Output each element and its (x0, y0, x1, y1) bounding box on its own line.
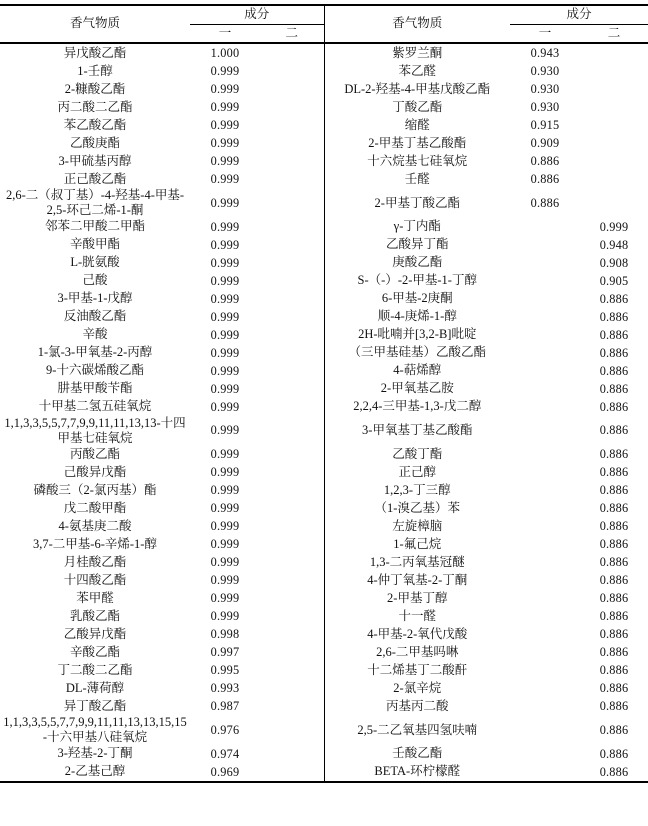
left-component-one-cell: 0.998 (210, 627, 240, 641)
left-component-one-cell: 1.000 (210, 46, 240, 60)
right-substance-cell: 十二烯基丁二酸酐 (324, 661, 510, 679)
left-substance-cell: 异戊酸乙酯 (63, 45, 127, 60)
table-row (0, 344, 648, 362)
right-component-two-cell: 0.886 (599, 764, 629, 779)
aroma-components-table (0, 4, 648, 783)
right-component-one-cell: 0.930 (530, 82, 560, 96)
table-row (0, 254, 648, 272)
left-component-one-cell: 0.999 (210, 327, 240, 342)
left-component-one-cell: 0.999 (210, 399, 240, 414)
left-component-one-cell: 0.999 (210, 136, 240, 150)
right-component-one-cell (510, 445, 580, 463)
right-component-one-cell: 0.930 (530, 64, 560, 78)
left-component-one-cell: 0.993 (210, 681, 240, 695)
left-substance-cell: 丙酸乙酯 (69, 446, 120, 461)
left-substance-cell: 乙酸庚酯 (69, 135, 120, 150)
right-component-one-cell (510, 571, 580, 589)
table-row (0, 290, 648, 308)
right-substance-cell: 2-甲基丁酸乙酯 (324, 188, 510, 218)
left-component-one-cell: 0.999 (210, 118, 240, 132)
right-component-two-cell: 0.886 (599, 609, 629, 623)
right-substance-cell: 1,3-二丙氧基冠醚 (324, 553, 510, 571)
left-substance-cell: 异丁酸乙酯 (63, 698, 127, 713)
left-substance-cell: 乙酸异戊酯 (63, 626, 127, 641)
right-component-two-cell: 0.886 (599, 663, 629, 677)
left-component-one-cell: 0.999 (210, 483, 240, 497)
left-component-two-cell (260, 679, 324, 697)
left-component-one-cell: 0.976 (210, 722, 240, 737)
right-substance-cell: 紫罗兰酮 (324, 43, 510, 62)
right-substance-cell: 2-氯辛烷 (324, 679, 510, 697)
right-component-one-cell (510, 679, 580, 697)
left-component-one-cell: 0.999 (210, 501, 240, 515)
left-component-two-cell (260, 98, 324, 116)
right-header-component: 成分 (510, 5, 648, 24)
table-row (0, 463, 648, 481)
right-component-one-cell (510, 625, 580, 643)
left-component-one-cell: 0.969 (210, 764, 240, 779)
table-row (0, 398, 648, 416)
left-component-two-cell (260, 272, 324, 290)
table-row (0, 362, 648, 380)
table-row (0, 553, 648, 571)
table-row (0, 416, 648, 446)
left-component-one-cell: 0.999 (210, 519, 240, 533)
left-substance-cell: 反油酸乙酯 (63, 309, 127, 324)
table-row (0, 697, 648, 715)
right-substance-cell: 左旋樟脑 (324, 517, 510, 535)
left-substance-cell: 1-氯-3-甲氧基-2-丙醇 (37, 345, 153, 360)
table-row (0, 661, 648, 679)
right-substance-cell: 十一醛 (324, 607, 510, 625)
right-substance-cell: 2-甲基丁醇 (324, 589, 510, 607)
right-component-two-cell: 0.886 (599, 423, 629, 438)
left-component-two-cell (260, 380, 324, 398)
right-component-two-cell: 0.886 (599, 399, 629, 414)
right-component-one-cell (510, 290, 580, 308)
table-row (0, 571, 648, 589)
left-header-component: 成分 (190, 5, 324, 24)
left-header-col-one: 一 (218, 25, 232, 40)
right-component-one-cell (510, 416, 580, 446)
left-component-one-cell: 0.999 (210, 591, 240, 605)
right-substance-cell: 顺-4-庚烯-1-醇 (324, 308, 510, 326)
left-component-two-cell (260, 715, 324, 745)
right-component-one-cell (510, 553, 580, 571)
right-component-one-cell (510, 715, 580, 745)
right-component-two-cell: 0.905 (599, 273, 629, 288)
right-component-one-cell: 0.886 (530, 195, 560, 210)
right-component-two-cell: 0.886 (599, 363, 629, 378)
right-component-two-cell (580, 43, 648, 62)
left-substance-cell: 苯甲醛 (76, 590, 114, 605)
right-component-two-cell: 0.886 (599, 291, 629, 306)
right-component-two-cell: 0.886 (599, 746, 629, 761)
left-substance-cell: 2,6-二（叔丁基）-4-羟基-4-甲基-2,5-环己二烯-1-酮 (5, 188, 185, 217)
table-row (0, 152, 648, 170)
left-component-two-cell (260, 625, 324, 643)
right-substance-cell: 2-甲氧基乙胺 (324, 380, 510, 398)
table-row (0, 308, 648, 326)
right-component-two-cell (580, 152, 648, 170)
left-component-one-cell: 0.999 (210, 154, 240, 168)
right-substance-cell: 3-甲氧基丁基乙酸酯 (324, 416, 510, 446)
table-row (0, 236, 648, 254)
right-component-two-cell: 0.886 (599, 699, 629, 713)
left-component-one-cell: 0.999 (210, 609, 240, 623)
right-substance-cell: （三甲基硅基）乙酸乙酯 (324, 344, 510, 362)
left-component-one-cell: 0.995 (210, 663, 240, 677)
left-substance-cell: 9-十六碳烯酸乙酯 (46, 363, 144, 378)
left-component-one-cell: 0.999 (210, 537, 240, 551)
right-component-one-cell (510, 362, 580, 380)
left-substance-cell: 磷酸三（2-氯丙基）酯 (33, 482, 157, 497)
right-component-one-cell (510, 763, 580, 782)
left-component-two-cell (260, 481, 324, 499)
right-header-col-two: 二 (607, 25, 621, 40)
left-component-two-cell (260, 445, 324, 463)
right-substance-cell: 丙基丙二酸 (324, 697, 510, 715)
left-component-two-cell (260, 80, 324, 98)
left-substance-cell: 正己酸乙酯 (63, 171, 127, 186)
right-component-two-cell (580, 62, 648, 80)
table-row (0, 43, 648, 62)
left-component-two-cell (260, 763, 324, 782)
right-component-one-cell (510, 254, 580, 272)
left-substance-cell: 十四酸乙酯 (63, 572, 127, 587)
table-row (0, 218, 648, 236)
right-component-two-cell: 0.886 (599, 591, 629, 605)
left-component-two-cell (260, 236, 324, 254)
right-substance-cell: 缩醛 (324, 116, 510, 134)
right-component-two-cell: 0.886 (599, 327, 629, 342)
table-row (0, 517, 648, 535)
table-row (0, 607, 648, 625)
table-row (0, 763, 648, 782)
table-row (0, 745, 648, 763)
right-component-two-cell (580, 80, 648, 98)
left-component-one-cell: 0.987 (210, 699, 240, 713)
left-substance-cell: DL-薄荷醇 (65, 680, 125, 695)
right-substance-cell: 丁酸乙酯 (324, 98, 510, 116)
left-component-one-cell: 0.999 (210, 573, 240, 587)
right-component-one-cell (510, 661, 580, 679)
left-substance-cell: 4-氨基庚二酸 (58, 518, 132, 533)
table-row (0, 625, 648, 643)
table-row (0, 380, 648, 398)
left-component-one-cell: 0.974 (210, 746, 240, 761)
right-substance-cell: 1,2,3-丁三醇 (324, 481, 510, 499)
table-row (0, 326, 648, 344)
right-substance-cell: BETA-环柠檬醛 (324, 763, 510, 782)
left-substance-cell: 辛酸 (82, 327, 108, 342)
right-component-two-cell: 0.886 (599, 627, 629, 641)
right-substance-cell: （1-溴乙基）苯 (324, 499, 510, 517)
left-substance-cell: 丁二酸二乙酯 (57, 662, 133, 677)
left-component-two-cell (260, 218, 324, 236)
right-component-one-cell (510, 745, 580, 763)
right-substance-cell: 2,5-二乙氧基四氢呋喃 (324, 715, 510, 745)
left-substance-cell: 十甲基二氢五硅氧烷 (38, 399, 152, 414)
left-component-two-cell (260, 571, 324, 589)
left-substance-cell: 3,7-二甲基-6-辛烯-1-醇 (33, 536, 157, 551)
left-component-one-cell: 0.999 (210, 195, 240, 210)
right-component-two-cell: 0.886 (599, 309, 629, 324)
right-component-one-cell: 0.886 (530, 154, 560, 168)
left-substance-cell: 苯乙酸乙酯 (63, 117, 127, 132)
table-row (0, 116, 648, 134)
left-component-one-cell: 0.999 (210, 345, 240, 360)
right-component-two-cell: 0.886 (599, 381, 629, 396)
left-component-one-cell: 0.999 (210, 381, 240, 396)
left-component-two-cell (260, 416, 324, 446)
right-component-one-cell (510, 589, 580, 607)
left-component-one-cell: 0.999 (210, 82, 240, 96)
left-substance-cell: 3-甲硫基丙醇 (58, 153, 132, 168)
table-body (0, 43, 648, 782)
right-substance-cell: 壬酸乙酯 (324, 745, 510, 763)
left-component-two-cell (260, 463, 324, 481)
right-component-one-cell: 0.930 (530, 100, 560, 114)
table-row (0, 715, 648, 745)
right-substance-cell: 乙酸丁酯 (324, 445, 510, 463)
table-row (0, 679, 648, 697)
left-substance-cell: 邻苯二甲酸二甲酯 (44, 219, 145, 234)
right-component-one-cell (510, 517, 580, 535)
right-substance-cell: 2,6-二甲基吗啉 (324, 643, 510, 661)
right-component-two-cell: 0.886 (599, 447, 629, 461)
right-component-two-cell: 0.886 (599, 722, 629, 737)
right-substance-cell: γ-丁内酯 (324, 218, 510, 236)
right-substance-cell: 十六烷基七硅氧烷 (324, 152, 510, 170)
right-component-one-cell (510, 499, 580, 517)
right-component-one-cell (510, 535, 580, 553)
left-component-two-cell (260, 643, 324, 661)
right-component-one-cell: 0.943 (530, 46, 560, 60)
right-component-one-cell (510, 398, 580, 416)
left-component-one-cell: 0.999 (210, 219, 240, 234)
right-component-one-cell (510, 380, 580, 398)
left-component-one-cell: 0.997 (210, 645, 240, 659)
right-substance-cell: 2-甲基丁基乙酸酯 (324, 134, 510, 152)
left-substance-cell: 乳酸乙酯 (69, 608, 120, 623)
right-component-one-cell: 0.915 (530, 118, 560, 132)
right-substance-cell: 庚酸乙酯 (324, 254, 510, 272)
left-component-one-cell: 0.999 (210, 237, 240, 252)
left-substance-cell: 丙二酸二乙酯 (57, 99, 133, 114)
left-component-two-cell (260, 398, 324, 416)
left-component-two-cell (260, 152, 324, 170)
left-component-one-cell: 0.999 (210, 172, 240, 186)
right-header-substance: 香气物质 (324, 5, 510, 43)
left-component-one-cell: 0.999 (210, 465, 240, 479)
right-component-two-cell: 0.886 (599, 645, 629, 659)
right-substance-cell: 4-甲基-2-氧代戊酸 (324, 625, 510, 643)
left-component-two-cell (260, 308, 324, 326)
right-component-one-cell (510, 481, 580, 499)
right-component-two-cell: 0.886 (599, 483, 629, 497)
table-row (0, 535, 648, 553)
right-substance-cell: DL-2-羟基-4-甲基戊酸乙酯 (324, 80, 510, 98)
right-component-one-cell (510, 463, 580, 481)
left-component-one-cell: 0.999 (210, 273, 240, 288)
left-component-two-cell (260, 535, 324, 553)
right-component-two-cell: 0.886 (599, 519, 629, 533)
left-component-two-cell (260, 607, 324, 625)
right-component-one-cell (510, 308, 580, 326)
left-component-two-cell (260, 344, 324, 362)
table-row (0, 643, 648, 661)
right-component-two-cell: 0.886 (599, 681, 629, 695)
right-component-one-cell (510, 607, 580, 625)
right-component-two-cell (580, 134, 648, 152)
right-component-two-cell: 0.948 (599, 237, 629, 252)
left-substance-cell: 己酸 (82, 273, 108, 288)
right-substance-cell: 乙酸异丁酯 (324, 236, 510, 254)
left-component-two-cell (260, 661, 324, 679)
left-substance-cell: L-胱氨酸 (70, 255, 120, 270)
left-component-one-cell: 0.999 (210, 555, 240, 569)
left-header-col-two: 二 (285, 25, 299, 40)
right-component-one-cell (510, 326, 580, 344)
right-component-two-cell: 0.886 (599, 501, 629, 515)
left-component-two-cell (260, 589, 324, 607)
left-component-two-cell (260, 517, 324, 535)
left-component-two-cell (260, 43, 324, 62)
left-substance-cell: 肼基甲酸苄酯 (57, 381, 133, 396)
left-component-one-cell: 0.999 (210, 100, 240, 114)
right-substance-cell: S-（-）-2-甲基-1-丁醇 (324, 272, 510, 290)
right-substance-cell: 壬醛 (324, 170, 510, 188)
right-component-one-cell (510, 218, 580, 236)
left-component-one-cell: 0.999 (210, 64, 240, 78)
left-component-one-cell: 0.999 (210, 291, 240, 306)
left-header-substance: 香气物质 (69, 16, 120, 31)
left-substance-cell: 3-羟基-2-丁酮 (57, 746, 133, 761)
right-substance-cell: 苯乙醛 (324, 62, 510, 80)
left-component-one-cell: 0.999 (210, 423, 240, 438)
table-row (0, 134, 648, 152)
left-substance-cell: 1,1,3,3,5,5,7,7,9,9,11,11,13,13-十四甲基七硅氧烷 (4, 415, 186, 445)
left-substance-cell: 1,1,3,3,5,5,7,7,9,9,11,11,13,13,15,15-十六甲基八硅氧烷 (3, 715, 187, 744)
table-row (0, 188, 648, 218)
right-component-two-cell: 0.886 (599, 345, 629, 360)
left-component-two-cell (260, 499, 324, 517)
left-component-two-cell (260, 134, 324, 152)
left-component-one-cell: 0.999 (210, 447, 240, 461)
right-component-two-cell (580, 188, 648, 218)
left-component-one-cell: 0.999 (210, 363, 240, 378)
table-row (0, 589, 648, 607)
left-substance-cell: 己酸异戊酯 (63, 464, 127, 479)
right-substance-cell: 6-甲基-2庚酮 (324, 290, 510, 308)
left-component-two-cell (260, 745, 324, 763)
table-header (0, 5, 648, 43)
right-substance-cell: 4-仲丁氧基-2-丁酮 (324, 571, 510, 589)
table-row (0, 445, 648, 463)
right-component-two-cell (580, 98, 648, 116)
left-component-two-cell (260, 290, 324, 308)
right-substance-cell: 2H-吡喃并[3,2-B]吡啶 (324, 326, 510, 344)
left-component-two-cell (260, 697, 324, 715)
right-substance-cell: 正己醇 (324, 463, 510, 481)
right-component-two-cell: 0.886 (599, 465, 629, 479)
left-component-two-cell (260, 326, 324, 344)
left-component-two-cell (260, 254, 324, 272)
right-component-two-cell: 0.886 (599, 537, 629, 551)
left-substance-cell: 2-乙基己醇 (64, 764, 126, 779)
left-component-two-cell (260, 62, 324, 80)
left-component-one-cell: 0.999 (210, 309, 240, 324)
left-substance-cell: 月桂酸乙酯 (63, 554, 127, 569)
right-component-one-cell (510, 236, 580, 254)
right-component-two-cell (580, 170, 648, 188)
right-component-two-cell (580, 116, 648, 134)
right-component-one-cell (510, 697, 580, 715)
right-component-two-cell: 0.886 (599, 555, 629, 569)
left-component-two-cell (260, 116, 324, 134)
right-component-one-cell: 0.886 (530, 172, 560, 186)
left-component-two-cell (260, 362, 324, 380)
right-component-two-cell: 0.999 (599, 219, 629, 234)
table-row (0, 98, 648, 116)
right-component-one-cell: 0.909 (530, 136, 560, 150)
left-component-two-cell (260, 553, 324, 571)
right-component-one-cell (510, 272, 580, 290)
right-component-one-cell (510, 344, 580, 362)
left-substance-cell: 1-壬醇 (77, 63, 113, 78)
right-component-two-cell: 0.886 (599, 573, 629, 587)
left-substance-cell: 3-甲基-1-戊醇 (57, 291, 133, 306)
table-row (0, 80, 648, 98)
left-substance-cell: 辛酸甲酯 (69, 237, 120, 252)
right-substance-cell: 4-萜烯醇 (324, 362, 510, 380)
left-component-two-cell (260, 188, 324, 218)
left-substance-cell: 辛酸乙酯 (69, 644, 120, 659)
left-component-one-cell: 0.999 (210, 255, 240, 270)
right-component-one-cell (510, 643, 580, 661)
left-substance-cell: 戊二酸甲酯 (63, 500, 127, 515)
right-substance-cell: 1-氟己烷 (324, 535, 510, 553)
right-substance-cell: 2,2,4-三甲基-1,3-戊二醇 (324, 398, 510, 416)
table-row (0, 272, 648, 290)
left-substance-cell: 2-糠酸乙酯 (64, 81, 126, 96)
table-row (0, 62, 648, 80)
table-row (0, 170, 648, 188)
right-header-col-one: 一 (538, 25, 552, 40)
left-component-two-cell (260, 170, 324, 188)
table-row (0, 481, 648, 499)
table-row (0, 499, 648, 517)
right-component-two-cell: 0.908 (599, 255, 629, 270)
